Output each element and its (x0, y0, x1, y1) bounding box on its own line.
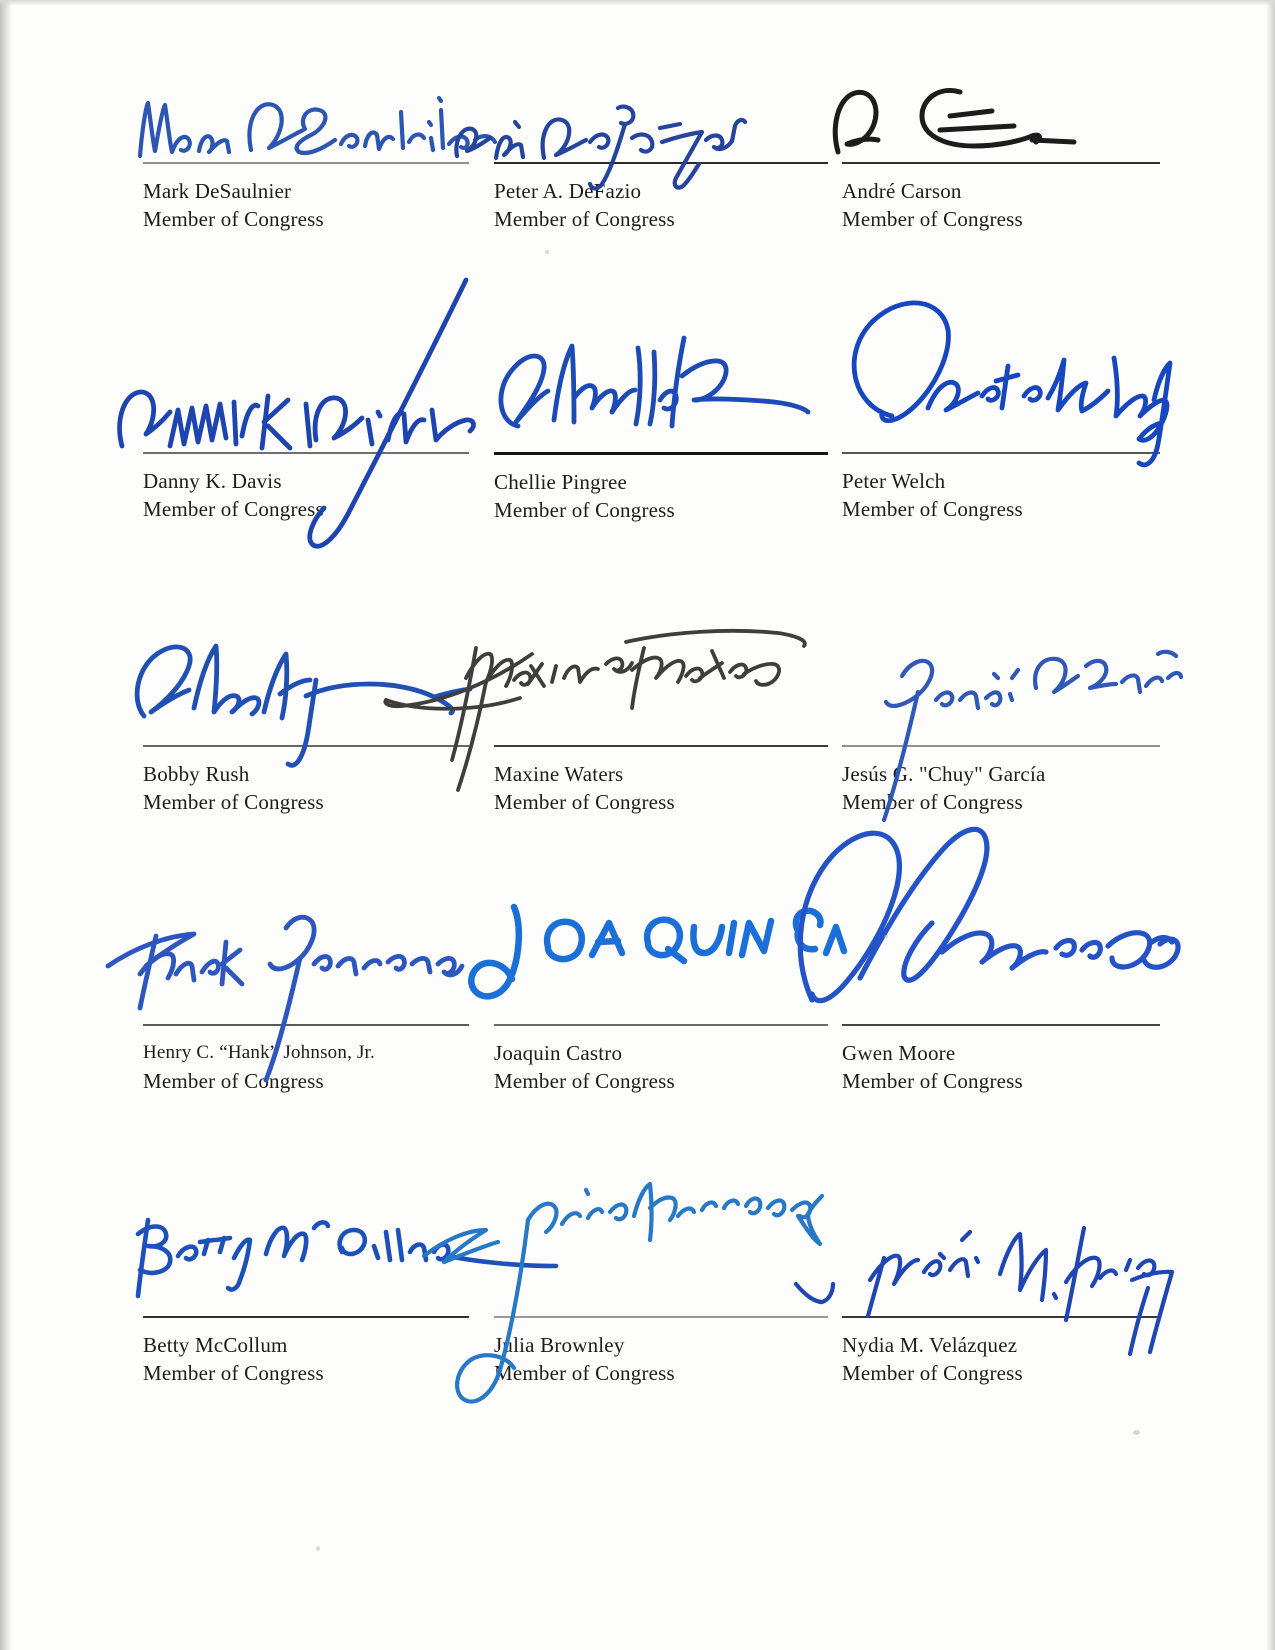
signer-title: Member of Congress (842, 207, 1023, 231)
signer-name: Henry C. “Hank” Johnson, Jr. (143, 1042, 375, 1063)
signature-chellie-pingree-autograph (486, 328, 826, 440)
signature-line (143, 162, 469, 164)
signature-line (842, 745, 1160, 747)
signature-line (842, 1024, 1160, 1026)
signer-title: Member of Congress (494, 1069, 675, 1093)
signer-name: Chellie Pingree (494, 470, 628, 494)
signer-title: Member of Congress (143, 1361, 324, 1385)
signature-block (143, 1024, 469, 1095)
signer-name: Peter A. DeFazio (494, 179, 642, 203)
signature-joaquin-castro-autograph (452, 885, 847, 1030)
signer-title: Member of Congress (143, 497, 324, 521)
scan-speck (1133, 1430, 1140, 1435)
signer-title: Member of Congress (494, 207, 675, 231)
signature-block (842, 745, 1160, 816)
signer-name: Bobby Rush (143, 762, 250, 786)
signer-name: Betty McCollum (143, 1333, 288, 1357)
signature-line (842, 1316, 1160, 1318)
signer-name: Julia Brownley (494, 1333, 625, 1357)
signature-block (143, 452, 469, 523)
signer-title: Member of Congress (494, 1361, 675, 1385)
signer-name: Gwen Moore (842, 1041, 956, 1065)
signature-block (494, 1316, 828, 1387)
signer-title: Member of Congress (842, 1361, 1023, 1385)
signature-line (143, 745, 469, 747)
signer-title: Member of Congress (842, 790, 1023, 814)
scan-edge-top (0, 0, 1275, 6)
signature-line (143, 1316, 469, 1318)
signature-line (842, 162, 1160, 164)
signature-block (494, 745, 828, 816)
signer-name: Joaquin Castro (494, 1041, 623, 1065)
signature-line (494, 1316, 828, 1318)
signer-title: Member of Congress (143, 1069, 324, 1093)
signature-line (494, 452, 828, 455)
signature-line (494, 1024, 828, 1026)
signature-line (494, 745, 828, 747)
signer-name: Nydia M. Velázquez (842, 1333, 1018, 1357)
signature-gwen-moore-autograph (760, 800, 1180, 1025)
signature-block (494, 162, 828, 233)
signer-title: Member of Congress (494, 790, 675, 814)
signer-name: Danny K. Davis (143, 469, 282, 493)
signature-block (842, 162, 1160, 233)
scan-edge-left (0, 0, 12, 1650)
signature-block (842, 1024, 1160, 1095)
signer-name: André Carson (842, 179, 962, 203)
scan-speck (884, 935, 888, 938)
signer-name: Jesús G. "Chuy" García (842, 762, 1046, 786)
signature-mark-desaulnier-autograph (133, 92, 483, 170)
signature-block (143, 162, 469, 233)
signature-peter-welch-autograph (830, 292, 1175, 477)
signature-block (494, 452, 828, 524)
scan-speck (316, 1546, 320, 1551)
signer-name: Mark DeSaulnier (143, 179, 292, 203)
signature-block (143, 745, 469, 816)
signature-block (494, 1024, 828, 1095)
signature-betty-mccollum-autograph (118, 1182, 563, 1332)
signer-name: Maxine Waters (494, 762, 624, 786)
signature-danny-davis-autograph (110, 268, 485, 573)
scan-edge-right (1266, 0, 1275, 1650)
signer-title: Member of Congress (143, 207, 324, 231)
signature-andre-carson-autograph (828, 80, 1083, 168)
signature-line (842, 452, 1160, 454)
signer-title: Member of Congress (494, 498, 675, 522)
signature-block (143, 1316, 469, 1387)
signer-title: Member of Congress (842, 1069, 1023, 1093)
signer-title: Member of Congress (842, 497, 1023, 521)
signature-block (842, 452, 1160, 523)
signature-line (494, 162, 828, 164)
signature-line (143, 452, 469, 454)
signature-line (143, 1024, 469, 1026)
scan-speck (545, 250, 549, 254)
signer-title: Member of Congress (143, 790, 324, 814)
signature-block (842, 1316, 1160, 1387)
signer-name: Peter Welch (842, 469, 946, 493)
